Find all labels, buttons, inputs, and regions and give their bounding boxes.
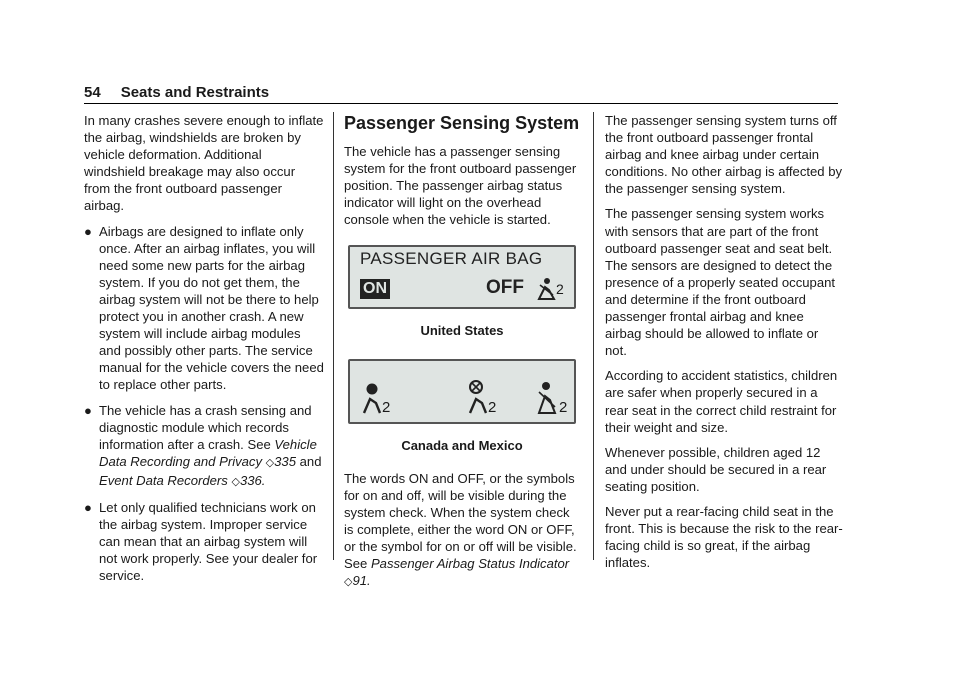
off-indicator: OFF	[486, 277, 524, 299]
paragraph: Whenever possible, children aged 12 and under should be secured in a rear seating position.	[605, 444, 827, 494]
list-item	[84, 499, 324, 584]
paragraph: The vehicle has a passenger sensing system for the front outboard passenger position. The passenger airbag status indicator will light on the overhead console when the vehicle is started.	[344, 144, 577, 228]
page-arrow-icon: ◇	[231, 475, 240, 488]
column-1	[84, 112, 324, 592]
icon-number: 2	[556, 281, 564, 298]
page-number: 54	[84, 84, 101, 101]
bullet-text: Let only qualified technicians work on the airbag system. Improper service can mean that an airbag system will not work properly. See your dealer for service.	[99, 499, 318, 584]
list-item	[84, 223, 324, 394]
page-reference[interactable]: 336	[239, 472, 262, 488]
passenger-airbag-panel-ca	[348, 359, 576, 424]
paragraph: The passenger sensing system works with sensors that are part of the front outboard passenger seat and seat belt. The sensors are designed to detect the presence of a properly seated occupant and determine if the front outboard passenger frontal airbag and knee airbag should be allowed to inflate or not.	[605, 206, 836, 359]
panel-title: PASSENGER AIR BAG	[360, 249, 543, 269]
paragraph-text: The words ON and OFF, or the symbols for on and off, will be visible during the system check. When the system check is complete, either the word ON or OFF, or the symbol for on or off will be visible. See	[344, 470, 577, 572]
section-heading: Passenger Sensing System	[344, 113, 580, 133]
list-item: ● The vehicle has a crash sensing and diagnostic module which records information after a crash. See Vehicle Data Recording and Privacy ◇335 and Event Data Recorders ◇336.	[84, 402, 322, 488]
paragraph: The passenger sensing system turns off the front outboard passenger frontal airbag and knee airbag under certain conditions. No other airbag is affected by the passenger sensing system.	[605, 113, 843, 197]
icon-number: 2	[559, 398, 568, 416]
bullet-icon: ●	[84, 402, 92, 418]
conjunction: and	[299, 453, 322, 469]
paragraph: In many crashes severe enough to inflate the airbag, windshields are broken by vehicle deformation. Additional windshield breakage may also occur from the front outboard passenger airbag.	[84, 113, 324, 214]
column-divider	[593, 112, 594, 560]
bullet-icon: ●	[84, 499, 92, 515]
page-arrow-icon: ◇	[344, 576, 353, 589]
bullet-text: Airbags are designed to inflate only once. After an airbag inflates, you will need some new parts for the airbag system. If you do not get them, the airbag system will not be there to help protect you in another crash. A new system will include airbag modules and possibly other parts. The service manual for the vehicle covers the need to replace other parts.	[99, 223, 324, 393]
paragraph: Never put a rear-facing child seat in the front. This is because the risk to the rear-facing child is so great, if the airbag inflates.	[605, 503, 843, 571]
icon-number: 2	[382, 398, 391, 416]
icon-number: 2	[488, 398, 497, 416]
page-reference[interactable]: 335	[274, 453, 296, 469]
cross-reference-link[interactable]: Passenger Airbag Status Indicator	[370, 556, 570, 572]
cross-reference-link[interactable]: Event Data Recorders	[99, 472, 228, 488]
paragraph: The words ON and OFF, or the symbols for on and off, will be visible during the system check. When the system check is complete, either the word ON or OFF, or the symbol for on or off will be visible. See Passenger Airbag Status Indicator ◇91.	[344, 470, 577, 589]
passenger-airbag-panel-us	[348, 245, 576, 309]
figure-caption: Canada and Mexico	[401, 437, 523, 453]
column-divider	[333, 112, 334, 560]
column-2	[344, 112, 580, 599]
bullet-icon: ●	[84, 223, 92, 239]
page-arrow-icon: ◇	[265, 456, 275, 469]
paragraph: According to accident statistics, children are safer when properly secured in a rear seat in the correct child restraint for their weight and size.	[605, 368, 838, 435]
cross-reference-link[interactable]: Vehicle Data Recording and Privacy	[99, 436, 317, 469]
page-header	[84, 84, 269, 101]
column-3	[605, 112, 843, 579]
bullet-text: The vehicle has a crash sensing and diagnostic module which records information after a crash. See	[99, 402, 312, 452]
header-rule	[84, 103, 838, 104]
on-indicator: ON	[360, 279, 390, 299]
section-title: Seats and Restraints	[120, 84, 270, 101]
page-reference[interactable]: 91	[352, 573, 368, 589]
figure-caption: United States	[420, 323, 504, 339]
